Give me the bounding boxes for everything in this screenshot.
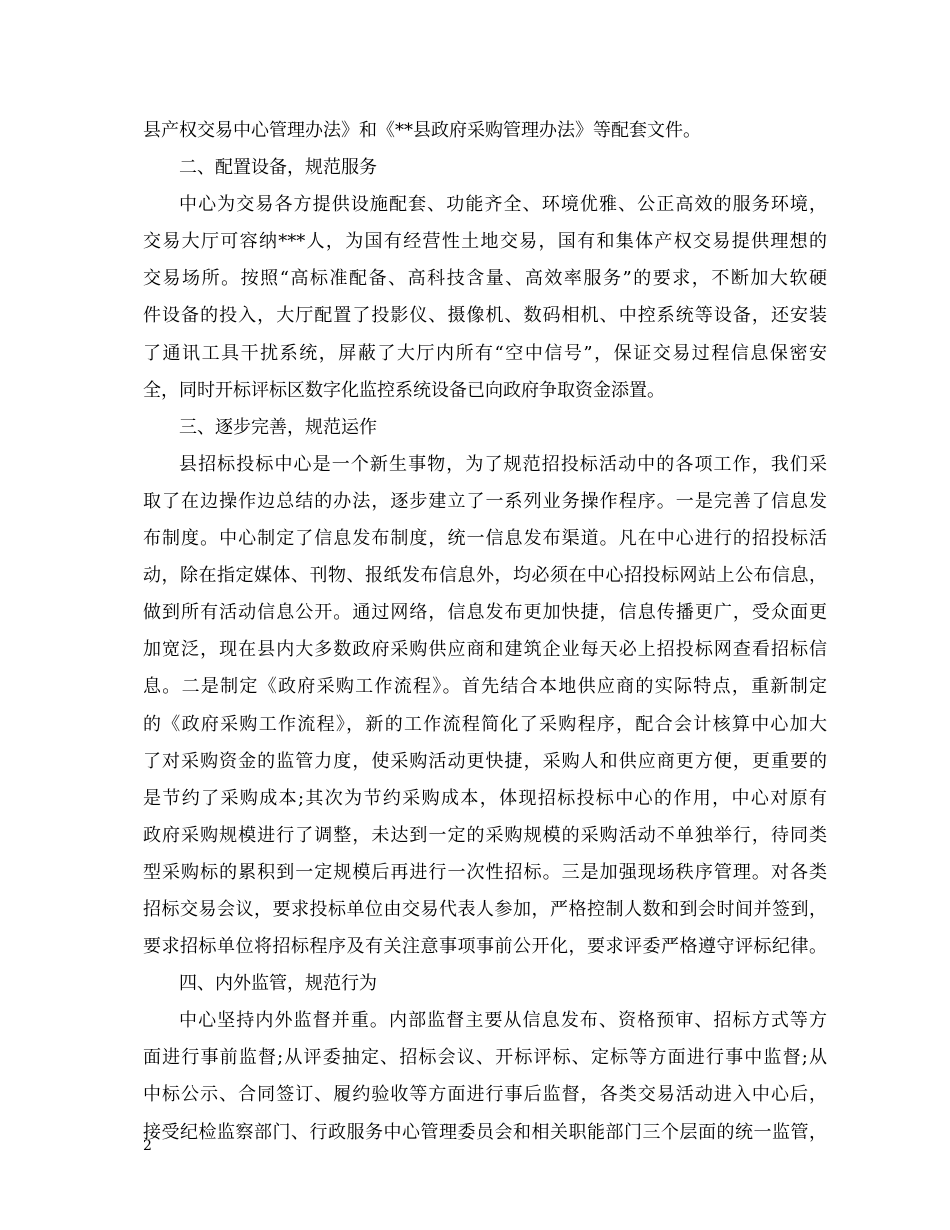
- paragraph-line: 取了在边操作边总结的办法，逐步建立了一系列业务操作程序。一是完善了信息发: [143, 490, 827, 512]
- paragraph-line: 要求招标单位将招标程序及有关注意事项事前公开化，要求评委严格遵守评标纪律。: [143, 936, 827, 958]
- paragraph-line: 了通讯工具干扰系统，屏蔽了大厅内所有“空中信号”，保证交易过程信息保密安: [143, 342, 827, 364]
- paragraph-first-line: 县招标投标中心是一个新生事物，为了规范招投标活动中的各项工作，我们采: [179, 453, 827, 475]
- paragraph-first-line: 中心坚持内外监督并重。内部监督主要从信息发布、资格预审、招标方式等方: [179, 1010, 827, 1032]
- paragraph-last-line: 全，同时开标评标区数字化监控系统设备已向政府争取资金添置。: [143, 379, 665, 401]
- paragraph-line: 交易大厅可容纳***人，为国有经营性土地交易，国有和集体产权交易提供理想的: [143, 231, 827, 253]
- paragraph-line: 招标交易会议，要求投标单位由交易代表人参加，严格控制人数和到会时间并签到，: [143, 898, 827, 920]
- section-heading: 二、配置设备，规范服务: [179, 157, 377, 179]
- paragraph-line: 息。二是制定《政府采购工作流程》。首先结合本地供应商的实际特点，重新制定: [143, 676, 827, 698]
- paragraph-line: 政府采购规模进行了调整，未达到一定的采购规模的采购活动不单独举行，待同类: [143, 824, 827, 846]
- paragraph-line: 型采购标的累积到一定规模后再进行一次性招标。三是加强现场秩序管理。对各类: [143, 861, 827, 883]
- paragraph-line: 动，除在指定媒体、刊物、报纸发布信息外，均必须在中心招投标网站上公布信息，: [143, 565, 827, 587]
- paragraph-line: 布制度。中心制定了信息发布制度，统一信息发布渠道。凡在中心进行的招投标活: [143, 528, 827, 550]
- paragraph-line: 做到所有活动信息公开。通过网络，信息发布更加快捷，信息传播更广，受众面更: [143, 602, 827, 624]
- paragraph-line: 件设备的投入，大厅配置了投影仪、摄像机、数码相机、中控系统等设备，还安装: [143, 305, 827, 327]
- page-number: 2: [143, 1138, 152, 1154]
- document-body: [143, 112, 827, 1151]
- paragraph-first-line: 中心为交易各方提供设施配套、功能齐全、环境优雅、公正高效的服务环境，: [179, 194, 827, 216]
- paragraph-line: 加宽泛，现在县内大多数政府采购供应商和建筑企业每天必上招投标网查看招标信: [143, 639, 827, 661]
- paragraph-line: 的《政府采购工作流程》，新的工作流程简化了采购程序，配合会计核算中心加大: [143, 713, 827, 735]
- section-heading: 三、逐步完善，规范运作: [179, 416, 377, 438]
- section-heading: 四、内外监管，规范行为: [179, 973, 377, 995]
- paragraph-line: 中标公示、合同签订、履约验收等方面进行事后监督，各类交易活动进入中心后，: [143, 1084, 827, 1106]
- paragraph-line: 是节约了采购成本;其次为节约采购成本，体现招标投标中心的作用，中心对原有: [143, 787, 827, 809]
- paragraph-line: 了对采购资金的监管力度，使采购活动更快捷，采购人和供应商更方便，更重要的: [143, 750, 827, 772]
- paragraph-line: 交易场所。按照“高标准配备、高科技含量、高效率服务”的要求，不断加大软硬: [143, 268, 827, 290]
- paragraph-line: 面进行事前监督;从评委抽定、招标会议、开标评标、定标等方面进行事中监督;从: [143, 1047, 827, 1069]
- paragraph-line: 接受纪检监察部门、行政服务中心管理委员会和相关职能部门三个层面的统一监管，: [143, 1121, 827, 1143]
- paragraph-last-line: 县产权交易中心管理办法》和《**县政府采购管理办法》等配套文件。: [143, 120, 701, 141]
